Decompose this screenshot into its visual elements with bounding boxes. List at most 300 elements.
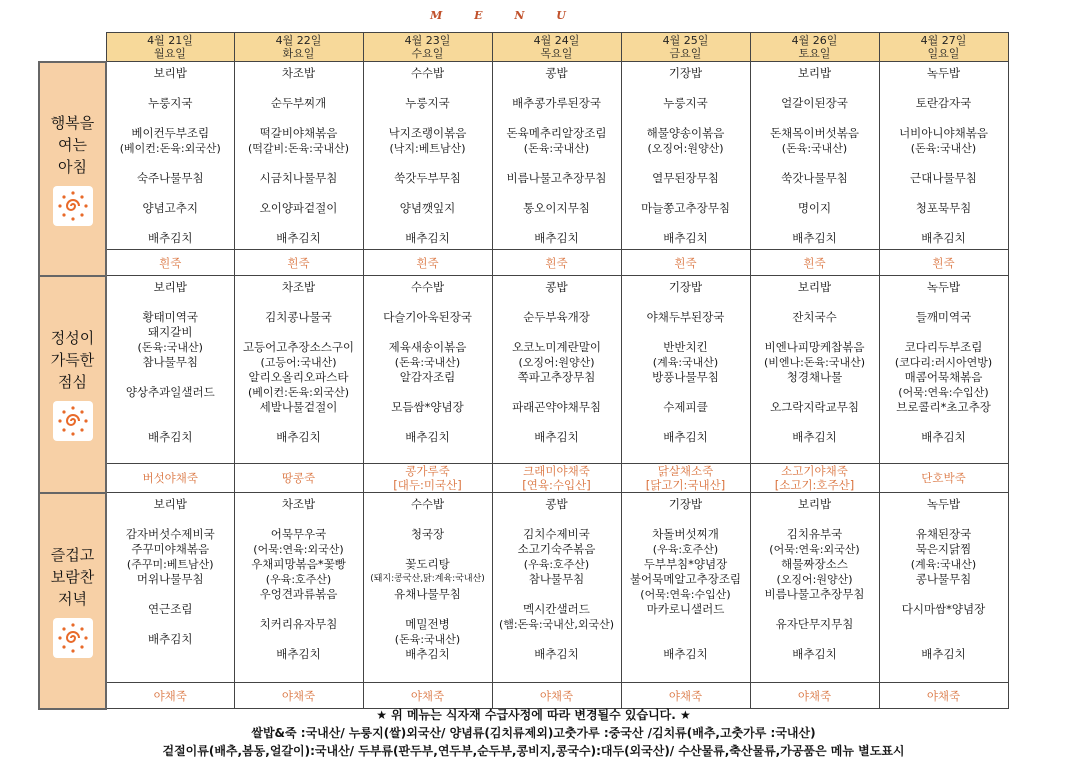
spacer xyxy=(622,186,750,201)
spacer xyxy=(493,512,621,527)
porridge-cell xyxy=(106,464,234,493)
menu-item: 세발나물겉절이 xyxy=(259,400,338,414)
menu-item: 배추김치 xyxy=(534,231,579,245)
spacer xyxy=(235,81,363,96)
menu-item: 돈채목이버섯볶음 xyxy=(770,126,859,140)
menu-item: 비름나물고추장무침 xyxy=(764,587,865,601)
spacer xyxy=(880,632,1008,647)
spacer xyxy=(622,111,750,126)
menu-item: 녹두밥 xyxy=(926,280,961,294)
meal-label xyxy=(39,493,106,709)
menu-item: 배추김치 xyxy=(921,647,966,661)
day-date: 4월 21일 xyxy=(147,34,193,47)
spacer xyxy=(493,385,621,400)
spacer xyxy=(622,415,750,430)
spacer xyxy=(235,632,363,647)
spacer xyxy=(622,81,750,96)
menu-item: 야채두부된장국 xyxy=(646,310,725,324)
spacer xyxy=(880,325,1008,340)
day-header xyxy=(750,33,879,62)
menu-cell xyxy=(621,62,750,250)
menu-item: 오이양파겉절이 xyxy=(259,201,338,215)
porridge-cell xyxy=(492,464,621,493)
spacer xyxy=(751,111,879,126)
sun-spiral-icon xyxy=(53,186,93,226)
day-header xyxy=(363,33,492,62)
menu-item: 배추김치 xyxy=(792,647,837,661)
porridge-cell xyxy=(234,683,363,709)
day-date: 4월 26일 xyxy=(791,34,838,47)
porridge-cell xyxy=(879,250,1008,276)
menu-item: 통오이지무침 xyxy=(523,201,590,215)
spacer xyxy=(364,295,492,310)
menu-item: 근대나물무침 xyxy=(910,171,977,185)
menu-item: 양념고추지 xyxy=(142,201,199,215)
menu-item: 들깨미역국 xyxy=(915,310,972,324)
menu-cell xyxy=(492,276,621,464)
menu-item: 매콤어묵채볶음 xyxy=(904,370,983,384)
menu-item: (주꾸미:베트남산) xyxy=(126,558,214,571)
menu-item: 잔치국수 xyxy=(792,310,837,324)
porridge-item: 야채죽 xyxy=(281,688,316,703)
day-of-week: 목요일 xyxy=(540,47,573,60)
porridge-item: 크래미야채죽 xyxy=(523,464,590,478)
menu-item: (어묵:연육:외국산) xyxy=(769,543,860,556)
porridge-cell xyxy=(363,250,492,276)
day-header xyxy=(621,33,750,62)
menu-item: 녹두밥 xyxy=(926,497,961,511)
menu-item: 보리밥 xyxy=(797,66,832,80)
menu-item: (어묵:연육:수입산) xyxy=(898,386,989,399)
menu-cell xyxy=(492,493,621,683)
porridge-cell xyxy=(750,250,879,276)
meal-label xyxy=(39,62,106,276)
menu-cell xyxy=(750,493,879,683)
menu-item: 유자단무지무침 xyxy=(775,617,854,631)
spacer xyxy=(364,111,492,126)
porridge-cell xyxy=(234,250,363,276)
day-of-week: 금요일 xyxy=(669,47,702,60)
menu-item: 열무된장무침 xyxy=(652,171,719,185)
menu-item: 멕시칸샐러드 xyxy=(523,602,590,616)
menu-item: (돈육:국내산) xyxy=(394,356,461,369)
porridge-cell xyxy=(363,464,492,493)
spacer xyxy=(880,512,1008,527)
menu-item: 오코노미계란말이 xyxy=(512,340,601,354)
menu-item: (어묵:연육:외국산) xyxy=(253,543,344,556)
origin-line-1: 쌀밥&죽 :국내산/ 누룽지(쌀)외국산/ 양념류(김치류제외)고춧가루 :중국산 /김치류(배추,고춧가루 :국내산) xyxy=(251,726,816,740)
origin-line-2: 겉절이류(배추,봄동,얼갈이):국내산/ 두부류(판두부,연두부,순두부,콩비지,콩국수):대두(외국산)/ 수산물류,축산물류,가공품은 메뉴 별도표시 xyxy=(162,744,905,758)
menu-item: 콩나물무침 xyxy=(915,572,972,586)
porridge-cell xyxy=(106,250,234,276)
menu-item: 어묵무우국 xyxy=(270,527,327,541)
menu-item: 배추김치 xyxy=(534,430,579,444)
day-date: 4월 25일 xyxy=(662,34,709,47)
spacer xyxy=(493,295,621,310)
spacer xyxy=(622,385,750,400)
menu-item: 숙주나물무침 xyxy=(136,171,204,185)
menu-item: 다슬기아욱된장국 xyxy=(383,310,472,324)
spacer xyxy=(493,415,621,430)
menu-item: 순두부찌개 xyxy=(270,96,327,110)
menu-cell xyxy=(363,62,492,250)
menu-item: 수수밥 xyxy=(410,497,445,511)
spacer xyxy=(751,156,879,171)
menu-item: 배추김치 xyxy=(921,231,966,245)
spacer xyxy=(880,186,1008,201)
spacer xyxy=(751,325,879,340)
menu-item: 콩밥 xyxy=(545,280,568,294)
spacer xyxy=(622,632,750,647)
menu-item: 마카로니샐러드 xyxy=(646,602,725,616)
menu-item: 모듬쌈*양념장 xyxy=(391,400,464,414)
spacer xyxy=(751,602,879,617)
porridge-item: [닭고기:국내산] xyxy=(645,478,726,492)
spacer xyxy=(622,617,750,632)
menu-item: 누룽지국 xyxy=(663,96,708,110)
spacer xyxy=(622,512,750,527)
menu-item: (돈육:국내산) xyxy=(910,142,977,155)
menu-item: 묵은지닭찜 xyxy=(915,542,972,556)
menu-cell xyxy=(363,493,492,683)
spacer xyxy=(751,81,879,96)
menu-item: 배추김치 xyxy=(276,231,321,245)
menu-item: 해물짜장소스 xyxy=(781,557,848,571)
menu-item: 배추김치 xyxy=(663,647,708,661)
sun-spiral-icon xyxy=(53,401,93,441)
porridge-item: 소고기야채죽 xyxy=(781,464,848,478)
porridge-cell xyxy=(879,683,1008,709)
menu-item: 배추김치 xyxy=(405,231,450,245)
menu-item: 배추김치 xyxy=(405,430,450,444)
porridge-cell xyxy=(621,464,750,493)
menu-item: 차조밥 xyxy=(281,66,316,80)
menu-item: 배추김치 xyxy=(534,647,579,661)
menu-table xyxy=(38,32,1009,710)
day-date: 4월 23일 xyxy=(404,34,451,47)
porridge-item: 흰죽 xyxy=(159,255,182,270)
porridge-cell xyxy=(879,464,1008,493)
day-header xyxy=(879,33,1008,62)
menu-item: (비엔나:돈육:국내산) xyxy=(763,356,865,369)
menu-item: (코다리:러시아연방) xyxy=(894,356,993,369)
menu-item: 참나물무침 xyxy=(142,355,199,369)
menu-item: 유채된장국 xyxy=(915,527,972,541)
menu-item: (우육:호주산) xyxy=(652,543,719,556)
menu-item: 콩밥 xyxy=(545,497,568,511)
spacer xyxy=(880,295,1008,310)
menu-item: 순두부육개장 xyxy=(523,310,590,324)
menu-item: 소고기숙주볶음 xyxy=(517,542,596,556)
spacer xyxy=(235,216,363,231)
spacer xyxy=(107,512,234,527)
corner-blank xyxy=(39,33,106,62)
menu-item: 꽃도리탕 xyxy=(405,557,450,571)
menu-item: 브로콜리*초고추장 xyxy=(896,400,991,414)
menu-item: 쑥갓두부무침 xyxy=(394,171,461,185)
day-of-week: 월요일 xyxy=(154,47,186,60)
menu-item: (낙지:베트남산) xyxy=(389,142,466,155)
menu-item: 방풍나물무침 xyxy=(652,370,719,384)
menu-item: 청국장 xyxy=(410,527,445,541)
menu-item: 녹두밥 xyxy=(926,66,961,80)
spacer xyxy=(880,216,1008,231)
spacer xyxy=(880,111,1008,126)
menu-item: 보리밥 xyxy=(797,280,832,294)
porridge-cell xyxy=(750,683,879,709)
menu-item: 쪽파고추장무침 xyxy=(517,370,596,384)
menu-item: 콩밥 xyxy=(545,66,568,80)
spacer xyxy=(622,216,750,231)
porridge-item: 야채죽 xyxy=(668,688,703,703)
day-header xyxy=(234,33,363,62)
menu-item: 치커리유자무침 xyxy=(259,617,338,631)
porridge-cell xyxy=(750,464,879,493)
spacer xyxy=(622,325,750,340)
menu-cell xyxy=(234,62,363,250)
menu-item: 기장밥 xyxy=(668,280,703,294)
porridge-item: [연육:수입산] xyxy=(522,478,591,492)
menu-item: 보리밥 xyxy=(153,66,187,80)
menu-item: 해물양송이볶음 xyxy=(646,126,725,140)
spacer xyxy=(107,295,234,310)
notice-text: ★ 위 메뉴는 식자재 수급사정에 따라 변경될수 있습니다. ★ xyxy=(376,708,691,722)
spacer xyxy=(107,111,234,126)
spacer xyxy=(235,512,363,527)
spacer xyxy=(880,81,1008,96)
menu-item: (베이컨:돈육:외국산) xyxy=(119,142,221,155)
menu-item: 반반치킨 xyxy=(663,340,708,354)
spacer xyxy=(751,415,879,430)
menu-item: 배추김치 xyxy=(276,430,321,444)
spacer xyxy=(107,400,234,415)
menu-item: 배추김치 xyxy=(276,647,321,661)
menu-item: 제육새송이볶음 xyxy=(388,340,467,354)
spacer xyxy=(364,81,492,96)
porridge-item: 흰죽 xyxy=(674,255,697,270)
day-of-week: 수요일 xyxy=(411,47,444,60)
spacer xyxy=(751,186,879,201)
day-header xyxy=(106,33,234,62)
menu-item: 수제피클 xyxy=(663,400,708,414)
menu-item: 배추김치 xyxy=(663,231,708,245)
spacer xyxy=(364,186,492,201)
porridge-item: 야채죽 xyxy=(926,688,961,703)
spacer xyxy=(235,325,363,340)
menu-item: 시금치나물무침 xyxy=(259,171,338,185)
porridge-cell xyxy=(492,250,621,276)
menu-item: 돈육메추리알장조림 xyxy=(506,126,607,140)
day-header xyxy=(492,33,621,62)
menu-item: 연근조림 xyxy=(148,602,193,616)
porridge-item: 야채죽 xyxy=(539,688,574,703)
menu-item: (계육:국내산) xyxy=(910,558,977,571)
menu-item: (돈육:국내산) xyxy=(523,142,590,155)
menu-item: 양념깻잎지 xyxy=(399,201,456,215)
meal-name: 정성이 가득한 점심 xyxy=(50,329,95,391)
menu-item: 보리밥 xyxy=(797,497,832,511)
menu-item: (베이컨:돈육:외국산) xyxy=(247,386,349,399)
menu-item: 코다리두부조림 xyxy=(904,340,983,354)
menu-item: 양상추과일샐러드 xyxy=(125,385,215,399)
menu-item: 마늘쫑고추장무침 xyxy=(641,201,730,215)
menu-item: 황태미역국 xyxy=(142,310,199,324)
porridge-item: 흰죽 xyxy=(803,255,826,270)
menu-item: 고등어고추장소스구이 xyxy=(242,340,355,354)
spacer xyxy=(493,587,621,602)
menu-item: 쑥갓나물무침 xyxy=(781,171,848,185)
menu-cell xyxy=(879,276,1008,464)
menu-cell xyxy=(106,493,234,683)
menu-item: 보리밥 xyxy=(153,280,187,294)
menu-item: (오징어:원양산) xyxy=(518,356,595,369)
spacer xyxy=(751,632,879,647)
spacer xyxy=(493,216,621,231)
menu-item: 파래곤약야채무침 xyxy=(512,400,601,414)
menu-item: 베이컨두부조림 xyxy=(131,126,210,140)
spacer xyxy=(622,295,750,310)
spacer xyxy=(364,512,492,527)
menu-item: (햄:돈육:국내산,외국산) xyxy=(498,618,615,631)
menu-item: 김치유부국 xyxy=(786,527,843,541)
spacer xyxy=(880,587,1008,602)
spacer xyxy=(235,415,363,430)
menu-item: 수수밥 xyxy=(410,66,445,80)
menu-item: 얼갈이된장국 xyxy=(781,96,848,110)
porridge-item: 야채죽 xyxy=(797,688,832,703)
menu-title: M E N U xyxy=(430,9,580,22)
meal-label xyxy=(39,276,106,493)
menu-item: 너비아니야채볶음 xyxy=(899,126,988,140)
spacer xyxy=(235,186,363,201)
porridge-cell xyxy=(621,683,750,709)
menu-item: 배추김치 xyxy=(663,430,708,444)
menu-item: (오징어:원양산) xyxy=(647,142,724,155)
menu-item: (돼지:콩국산,닭:계육:국내산) xyxy=(370,574,485,584)
spacer xyxy=(107,415,234,430)
spacer xyxy=(880,415,1008,430)
menu-item: 청포묵무침 xyxy=(915,201,972,215)
spacer xyxy=(364,385,492,400)
porridge-item: [대두:미국산] xyxy=(393,478,462,492)
menu-item: (어묵:연육:수입산) xyxy=(640,588,731,601)
menu-item: (떡갈비:돈육:국내산) xyxy=(247,142,349,155)
spacer xyxy=(107,156,234,171)
day-date: 4월 22일 xyxy=(275,34,322,47)
menu-item: 보리밥 xyxy=(153,497,187,511)
menu-item: (돈육:국내산) xyxy=(137,341,203,354)
porridge-item: 야채죽 xyxy=(153,688,187,703)
menu-cell xyxy=(621,493,750,683)
menu-item: 명이지 xyxy=(797,201,832,215)
menu-item: 머위나물무침 xyxy=(136,572,204,586)
menu-item: 토란감자국 xyxy=(915,96,972,110)
menu-item: 배추김치 xyxy=(792,430,837,444)
meal-name: 즐겁고 보람찬 저녁 xyxy=(50,545,95,608)
spacer xyxy=(880,156,1008,171)
menu-item: 알리오올리오파스타 xyxy=(248,370,349,384)
spacer xyxy=(364,542,492,557)
menu-item: 두부부침*양념장 xyxy=(643,557,728,571)
menu-item: 배추김치 xyxy=(148,632,193,646)
porridge-item: 흰죽 xyxy=(416,255,439,270)
menu-item: (우육:호주산) xyxy=(523,558,590,571)
menu-item: 배추콩가루된장국 xyxy=(512,96,601,110)
spacer xyxy=(235,602,363,617)
spacer xyxy=(880,617,1008,632)
menu-item: 배추김치 xyxy=(405,647,450,661)
porridge-item: 콩가루죽 xyxy=(405,464,450,478)
porridge-item: 닭살채소죽 xyxy=(657,464,714,478)
menu-item: 차돌버섯찌개 xyxy=(652,527,719,541)
menu-item: 배추김치 xyxy=(148,231,193,245)
menu-cell xyxy=(750,276,879,464)
spacer xyxy=(364,216,492,231)
spacer xyxy=(107,370,234,385)
menu-item: (돈육:국내산) xyxy=(394,633,461,646)
menu-cell xyxy=(234,276,363,464)
menu-cell xyxy=(106,276,234,464)
menu-item: 배추김치 xyxy=(921,430,966,444)
menu-item: 떡갈비야채볶음 xyxy=(259,126,338,140)
spacer xyxy=(364,156,492,171)
meal-name: 행복을 여는 아침 xyxy=(50,113,95,176)
porridge-item: 흰죽 xyxy=(932,255,955,270)
spacer xyxy=(493,186,621,201)
menu-item: 차조밥 xyxy=(281,497,316,511)
spacer xyxy=(622,156,750,171)
menu-cell xyxy=(106,62,234,250)
spacer xyxy=(364,602,492,617)
menu-item: 누룽지국 xyxy=(405,96,450,110)
menu-item: 감자버섯수제비국 xyxy=(125,527,215,541)
menu-item: 배추김치 xyxy=(792,231,837,245)
porridge-item: 땅콩죽 xyxy=(281,471,316,485)
day-date: 4월 24일 xyxy=(533,34,580,47)
porridge-item: 흰죽 xyxy=(545,255,568,270)
menu-item: 청경채나물 xyxy=(786,370,843,384)
spacer xyxy=(751,385,879,400)
spacer xyxy=(235,111,363,126)
menu-item: 수수밥 xyxy=(410,280,445,294)
menu-cell xyxy=(879,493,1008,683)
menu-item: 유채나물무침 xyxy=(394,587,461,601)
menu-item: 우채피망볶음*꽃빵 xyxy=(251,557,346,571)
porridge-item: 야채죽 xyxy=(410,688,445,703)
menu-cell xyxy=(879,62,1008,250)
menu-item: 낙지조랭이볶음 xyxy=(388,126,467,140)
porridge-cell xyxy=(363,683,492,709)
menu-item: 비름나물고추장무침 xyxy=(506,171,607,185)
porridge-cell xyxy=(106,683,234,709)
menu-item: 차조밥 xyxy=(281,280,316,294)
menu-item: 기장밥 xyxy=(668,497,703,511)
menu-item: 오그락지락교무침 xyxy=(770,400,859,414)
spacer xyxy=(235,295,363,310)
menu-item: 기장밥 xyxy=(668,66,703,80)
day-of-week: 화요일 xyxy=(282,47,315,60)
menu-item: 알감자조림 xyxy=(399,370,456,384)
porridge-cell xyxy=(621,250,750,276)
menu-item: 참나물무침 xyxy=(528,572,585,586)
menu-item: 배추김치 xyxy=(148,430,193,444)
spacer xyxy=(493,111,621,126)
spacer xyxy=(364,325,492,340)
porridge-item: [소고기:호주산] xyxy=(774,478,855,492)
spacer xyxy=(493,156,621,171)
sun-spiral-icon xyxy=(53,618,93,658)
porridge-item: 단호박죽 xyxy=(921,471,966,485)
